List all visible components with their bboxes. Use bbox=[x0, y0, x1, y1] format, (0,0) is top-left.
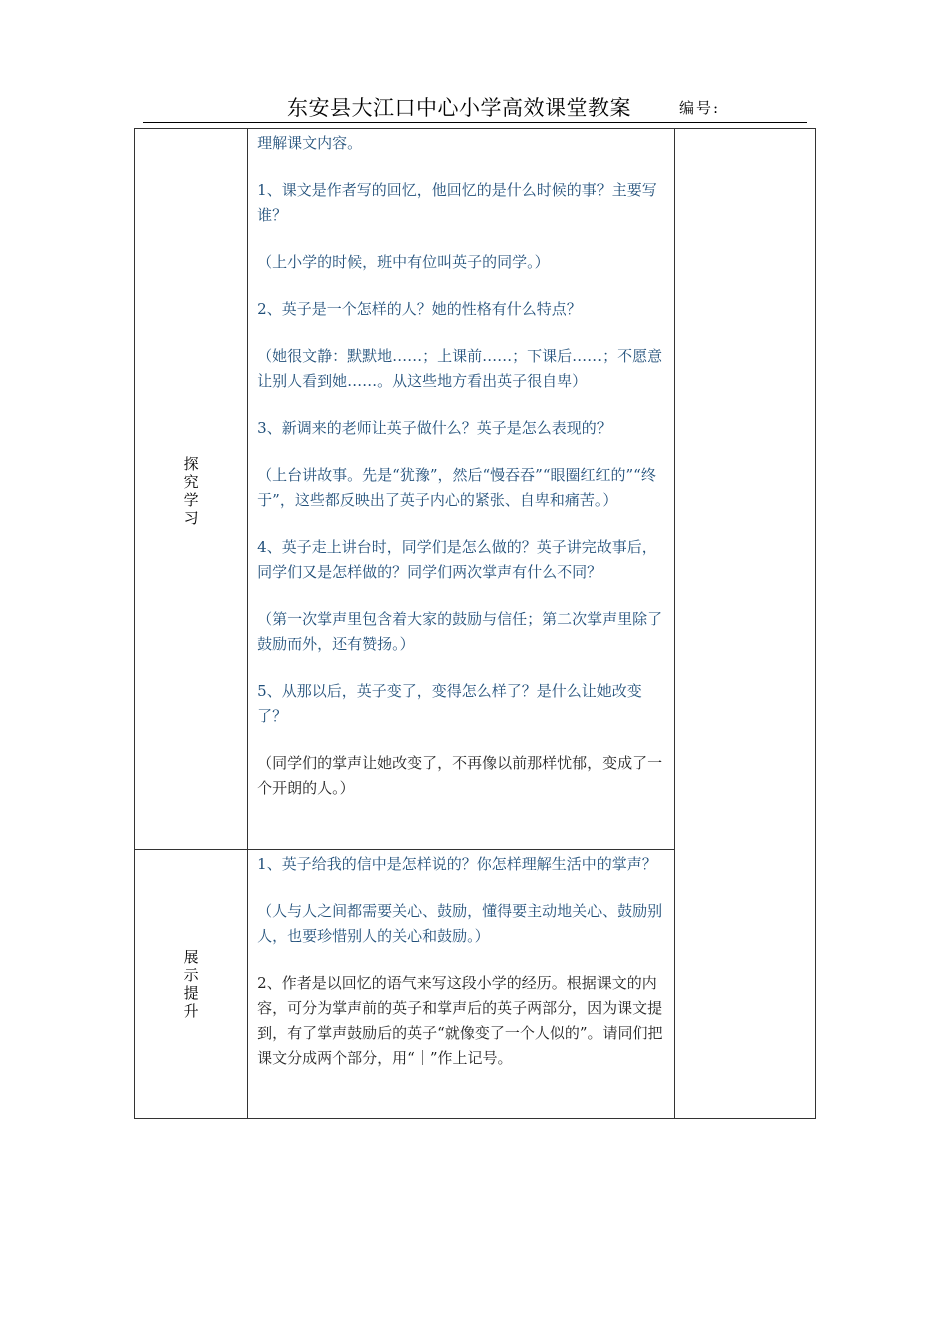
answer-4: （第一次掌声里包含着大家的鼓励与信任；第二次掌声里除了鼓励而外，还有赞扬。） bbox=[257, 610, 663, 653]
section-content-present bbox=[248, 850, 674, 1071]
section-label-cell bbox=[135, 850, 248, 1119]
section-content-cell bbox=[248, 129, 675, 850]
document-title: 东安县大江口中心小学高效课堂教案 bbox=[287, 96, 631, 120]
question-5: 5、从那以后，英子变了，变得怎么样了？是什么让她改变了？ bbox=[257, 682, 642, 725]
answer-5: （同学们的掌声让她改变了，不再像以前那样忧郁，变成了一个开朗的人。） bbox=[257, 754, 663, 797]
question-2: 2、英子是一个怎样的人？她的性格有什么特点？ bbox=[257, 300, 582, 318]
section-content-cell bbox=[248, 850, 675, 1119]
page-header bbox=[143, 88, 807, 123]
question-4: 4、英子走上讲台时，同学们是怎么做的？英子讲完故事后，同学们又是怎样做的？同学们两次掌声有什么不同？ bbox=[257, 538, 657, 581]
notes-cell bbox=[674, 129, 815, 1119]
question-1: 1、英子给我的信中是怎样说的？你怎样理解生活中的掌声？ bbox=[257, 855, 657, 873]
content-paragraph: 理解课文内容。 bbox=[257, 134, 363, 152]
section-label-present: 展示提升 bbox=[183, 948, 199, 1020]
answer-2: （她很文静：默默地……；上课前……；下课后……；不愿意让别人看到她……。从这些地方看出英子很自卑） bbox=[257, 347, 663, 390]
lesson-plan-table bbox=[134, 128, 816, 1119]
answer-1: （上小学的时候，班中有位叫英子的同学。） bbox=[257, 253, 550, 271]
answer-1: （人与人之间都需要关心、鼓励，懂得要主动地关心、鼓励别人，也要珍惜别人的关心和鼓励。） bbox=[257, 902, 663, 945]
section-label-cell bbox=[135, 129, 248, 850]
question-1: 1、课文是作者写的回忆，他回忆的是什么时候的事？主要写谁？ bbox=[257, 181, 657, 224]
serial-number-label: 编号: bbox=[679, 99, 721, 117]
section-content-explore bbox=[248, 129, 674, 801]
table-row-explore bbox=[135, 129, 816, 850]
task-2: 2、作者是以回忆的语气来写这段小学的经历。根据课文的内容，可分为掌声前的英子和掌声后的英子两部分，因为课文提到，有了掌声鼓励后的英子“就像变了一个人似的”。请同们把课文分成两个部分，用“｜”作上记号。 bbox=[257, 974, 663, 1067]
question-3: 3、新调来的老师让英子做什么？英子是怎么表现的？ bbox=[257, 419, 612, 437]
section-label-explore: 探究学习 bbox=[183, 455, 199, 527]
answer-3: （上台讲故事。先是“犹豫”，然后“慢吞吞”“眼圈红红的”“终于”，这些都反映出了英子内心的紧张、自卑和痛苦。） bbox=[257, 466, 656, 509]
